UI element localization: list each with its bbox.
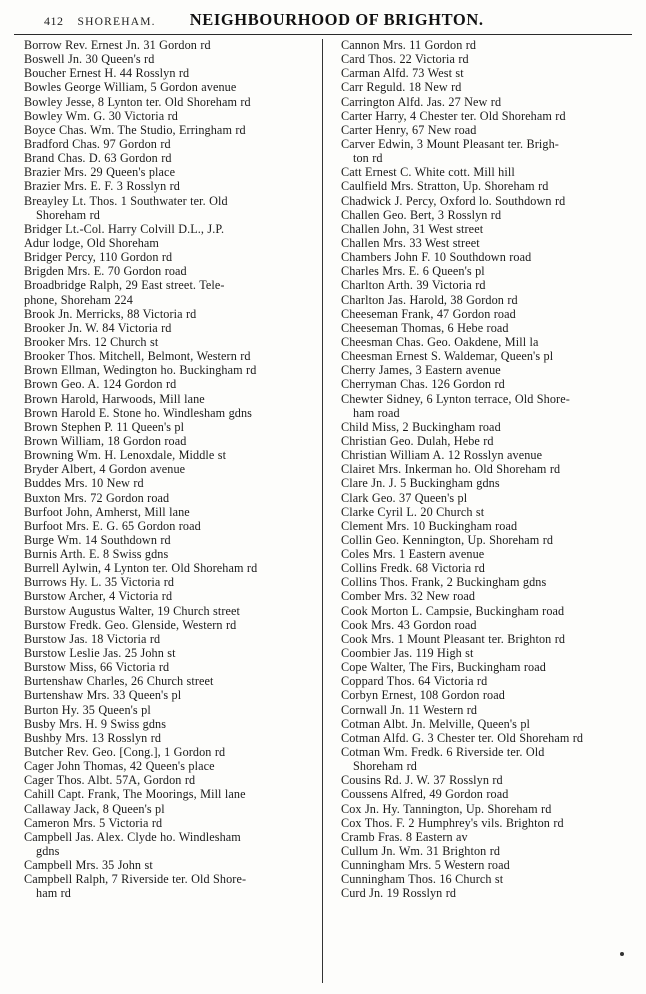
directory-entry: Burrows Hy. L. 35 Victoria rd: [24, 575, 175, 590]
directory-entry: Clark Geo. 37 Queen's pl: [341, 490, 468, 505]
directory-entry: Cook Morton L. Campsie, Buckingham road: [341, 603, 565, 618]
directory-entry: Charlton Jas. Harold, 38 Gordon rd: [341, 292, 518, 307]
directory-entry: Cramb Fras. 8 Eastern av: [341, 829, 468, 844]
directory-entry: Cook Mrs. 1 Mount Pleasant ter. Brighton rd: [341, 631, 566, 646]
directory-entry: Burtenshaw Charles, 26 Church street: [24, 674, 214, 689]
directory-entry: Corbyn Ernest, 108 Gordon road: [341, 688, 505, 703]
directory-entry: Boucher Ernest H. 44 Rosslyn rd: [24, 66, 190, 81]
directory-entry: Cheeseman Frank, 47 Gordon road: [341, 306, 516, 321]
directory-entry: Chewter Sidney, 6 Lynton terrace, Old Shore-: [341, 391, 570, 406]
directory-entry: Brooker Thos. Mitchell, Belmont, Western rd: [24, 349, 251, 364]
entry-continuation: Shoreham rd: [353, 759, 417, 774]
directory-entry: Coppard Thos. 64 Victoria rd: [341, 674, 488, 689]
directory-entry: Boswell Jn. 30 Queen's rd: [24, 52, 155, 67]
directory-entry: Brown Harold, Harwoods, Mill lane: [24, 391, 205, 406]
directory-entry: Clarke Cyril L. 20 Church st: [341, 504, 485, 519]
entry-continuation: Shoreham rd: [36, 207, 100, 222]
directory-entry: Comber Mrs. 32 New road: [341, 589, 476, 604]
directory-entry: Card Thos. 22 Victoria rd: [341, 52, 469, 67]
directory-entry: Cheeseman Thomas, 6 Hebe road: [341, 320, 509, 335]
directory-entry: Borrow Rev. Ernest Jn. 31 Gordon rd: [24, 38, 211, 52]
directory-entry: Campbell Ralph, 7 Riverside ter. Old Shore-: [24, 872, 247, 887]
directory-entry: Cheesman Chas. Geo. Oakdene, Mill la: [341, 334, 539, 349]
directory-entry: Cherry James, 3 Eastern avenue: [341, 363, 501, 378]
directory-entry: Christian William A. 12 Rosslyn avenue: [341, 448, 543, 463]
directory-entry: Brooker Mrs. 12 Church st: [24, 334, 159, 349]
directory-entry: Burfoot Mrs. E. G. 65 Gordon road: [24, 518, 201, 533]
directory-entry: Collin Geo. Kennington, Up. Shoreham rd: [341, 532, 554, 547]
directory-entry: Breayley Lt. Thos. 1 Southwater ter. Old: [24, 193, 228, 208]
page-number: 412: [44, 14, 64, 28]
directory-entry: Christian Geo. Dulah, Hebe rd: [341, 433, 494, 448]
header-rule: [14, 34, 632, 35]
directory-entry: Collins Thos. Frank, 2 Buckingham gdns: [341, 575, 547, 590]
directory-entry: Cheesman Ernest S. Waldemar, Queen's pl: [341, 349, 554, 364]
ink-mark: [620, 952, 624, 956]
directory-entry: Brown Harold E. Stone ho. Windlesham gdns: [24, 405, 253, 420]
directory-entry: Clement Mrs. 10 Buckingham road: [341, 518, 518, 533]
directory-entry: Campbell Jas. Alex. Clyde ho. Windlesham: [24, 829, 241, 844]
directory-entry: Cousins Rd. J. W. 37 Rosslyn rd: [341, 773, 503, 788]
directory-entry: Challen Geo. Bert, 3 Rosslyn rd: [341, 207, 502, 222]
directory-entry: Charlton Arth. 39 Victoria rd: [341, 278, 486, 293]
directory-entry: Brown Geo. A. 124 Gordon rd: [24, 377, 177, 392]
directory-entry: Burnis Arth. E. 8 Swiss gdns: [24, 547, 169, 562]
directory-entry: Clare Jn. J. 5 Buckingham gdns: [341, 476, 500, 491]
directory-entry: Challen Mrs. 33 West street: [341, 235, 480, 250]
directory-entry: Burge Wm. 14 Southdown rd: [24, 532, 171, 547]
directory-entry: Carrington Alfd. Jas. 27 New rd: [341, 94, 502, 109]
directory-entry: Brazier Mrs. 29 Queen's place: [24, 165, 176, 180]
directory-entry: Clairet Mrs. Inkerman ho. Old Shoreham rd: [341, 462, 561, 477]
directory-entry: Charles Mrs. E. 6 Queen's pl: [341, 264, 485, 279]
directory-entry: Burton Hy. 35 Queen's pl: [24, 702, 151, 717]
directory-entry: Burstow Jas. 18 Victoria rd: [24, 631, 161, 646]
entry-continuation: ham rd: [36, 886, 71, 901]
directory-entry: Cotman Albt. Jn. Melville, Queen's pl: [341, 716, 531, 731]
directory-entry: Brook Jn. Merricks, 88 Victoria rd: [24, 306, 197, 321]
directory-entry: Bryder Albert, 4 Gordon avenue: [24, 462, 186, 477]
directory-entry: Coombier Jas. 119 High st: [341, 646, 474, 661]
directory-entry: Browning Wm. H. Lenoxdale, Middle st: [24, 448, 227, 463]
directory-entry: Cornwall Jn. 11 Western rd: [341, 702, 478, 717]
directory-entry: Brooker Jn. W. 84 Victoria rd: [24, 320, 172, 335]
directory-entry: Brown Ellman, Wedington ho. Buckingham rd: [24, 363, 257, 378]
page-title: NEIGHBOURHOOD OF BRIGHTON.: [189, 10, 484, 29]
directory-entry: Bridger Percy, 110 Gordon rd: [24, 250, 173, 265]
directory-entry: Carman Alfd. 73 West st: [341, 66, 464, 81]
directory-entry: Cunningham Thos. 16 Church st: [341, 872, 504, 887]
entry-continuation: ton rd: [353, 151, 383, 166]
directory-entry: Chambers John F. 10 Southdown road: [341, 250, 532, 265]
directory-entry: Burstow Archer, 4 Victoria rd: [24, 589, 173, 604]
directory-column-right: [323, 39, 632, 983]
directory-entry: Cager Thos. Albt. 57A, Gordon rd: [24, 773, 196, 788]
directory-entry: Campbell Mrs. 35 John st: [24, 858, 153, 873]
directory-entry: Chadwick J. Percy, Oxford lo. Southdown rd: [341, 193, 566, 208]
directory-entry: Collins Fredk. 68 Victoria rd: [341, 561, 485, 576]
directory-entry: Bowles George William, 5 Gordon avenue: [24, 80, 237, 95]
directory-entry: Brazier Mrs. E. F. 3 Rosslyn rd: [24, 179, 180, 194]
directory-entry: Cullum Jn. Wm. 31 Brighton rd: [341, 844, 501, 859]
directory-entry: Callaway Jack, 8 Queen's pl: [24, 801, 165, 816]
directory-entry: Challen John, 31 West street: [341, 221, 484, 236]
directory-entry: Busby Mrs. H. 9 Swiss gdns: [24, 716, 167, 731]
directory-entry: Buddes Mrs. 10 New rd: [24, 476, 144, 491]
directory-entry: Burstow Augustus Walter, 19 Church street: [24, 603, 240, 618]
directory-entry: Bushby Mrs. 13 Rosslyn rd: [24, 730, 162, 745]
directory-entry: Cannon Mrs. 11 Gordon rd: [341, 38, 477, 52]
directory-entry: Brown William, 18 Gordon road: [24, 433, 187, 448]
directory-entry: Burstow Miss, 66 Victoria rd: [24, 660, 170, 675]
directory-entry: Buxton Mrs. 72 Gordon road: [24, 490, 170, 505]
directory-entry: Cameron Mrs. 5 Victoria rd: [24, 815, 163, 830]
directory-entry: Adur lodge, Old Shoreham: [24, 235, 160, 250]
entry-continuation: gdns: [36, 844, 60, 859]
directory-entry: Cherryman Chas. 126 Gordon rd: [341, 377, 505, 392]
directory-entry: Broadbridge Ralph, 29 East street. Tele-: [24, 278, 225, 293]
directory-entry: Cook Mrs. 43 Gordon road: [341, 617, 477, 632]
directory-entry: Burtenshaw Mrs. 33 Queen's pl: [24, 688, 182, 703]
directory-entry: Carter Henry, 67 New road: [341, 122, 477, 137]
directory-entry: Cahill Capt. Frank, The Moorings, Mill lane: [24, 787, 246, 802]
directory-entry: Child Miss, 2 Buckingham road: [341, 419, 501, 434]
directory-entry: Curd Jn. 19 Rosslyn rd: [341, 886, 457, 901]
directory-entry: Cager John Thomas, 42 Queen's place: [24, 759, 215, 774]
directory-columns: [14, 39, 632, 983]
directory-entry: Catt Ernest C. White cott. Mill hill: [341, 165, 515, 180]
directory-entry: Coussens Alfred, 49 Gordon road: [341, 787, 509, 802]
directory-entry: Burfoot John, Amherst, Mill lane: [24, 504, 190, 519]
directory-entry: Caulfield Mrs. Stratton, Up. Shoreham rd: [341, 179, 549, 194]
directory-entry: Brand Chas. D. 63 Gordon rd: [24, 151, 172, 166]
directory-entry: phone, Shoreham 224: [24, 292, 133, 307]
directory-entry: Carter Harry, 4 Chester ter. Old Shoreham rd: [341, 108, 566, 123]
running-head-left: SHOREHAM.: [77, 16, 156, 28]
directory-entry: Burrell Aylwin, 4 Lynton ter. Old Shoreham rd: [24, 561, 258, 576]
directory-entry: Butcher Rev. Geo. [Cong.], 1 Gordon rd: [24, 745, 226, 760]
page-header: [14, 10, 632, 32]
directory-entry: Bradford Chas. 97 Gordon rd: [24, 136, 171, 151]
directory-entry: Carr Reguld. 18 New rd: [341, 80, 462, 95]
entry-continuation: ham road: [353, 405, 400, 420]
directory-entry: Burstow Fredk. Geo. Glenside, Western rd: [24, 617, 237, 632]
directory-entry: Cox Jn. Hy. Tannington, Up. Shoreham rd: [341, 801, 552, 816]
directory-entry: Cotman Alfd. G. 3 Chester ter. Old Shoreham rd: [341, 730, 584, 745]
directory-entry: Cox Thos. F. 2 Humphrey's vils. Brighton rd: [341, 815, 564, 830]
directory-entry: Carver Edwin, 3 Mount Pleasant ter. Brigh-: [341, 136, 559, 151]
directory-entry: Coles Mrs. 1 Eastern avenue: [341, 547, 485, 562]
directory-column-left: [14, 39, 323, 983]
directory-entry: Brigden Mrs. E. 70 Gordon road: [24, 264, 187, 279]
directory-entry: Cope Walter, The Firs, Buckingham road: [341, 660, 546, 675]
directory-entry: Bridger Lt.-Col. Harry Colvill D.L., J.P.: [24, 221, 225, 236]
directory-entry: Boyce Chas. Wm. The Studio, Erringham rd: [24, 122, 246, 137]
directory-entry: Burstow Leslie Jas. 25 John st: [24, 646, 176, 661]
directory-entry: Bowley Jesse, 8 Lynton ter. Old Shoreham rd: [24, 94, 251, 109]
directory-entry: Cunningham Mrs. 5 Western road: [341, 858, 510, 873]
directory-entry: Cotman Wm. Fredk. 6 Riverside ter. Old: [341, 745, 545, 760]
directory-entry: Bowley Wm. G. 30 Victoria rd: [24, 108, 178, 123]
directory-entry: Brown Stephen P. 11 Queen's pl: [24, 419, 185, 434]
